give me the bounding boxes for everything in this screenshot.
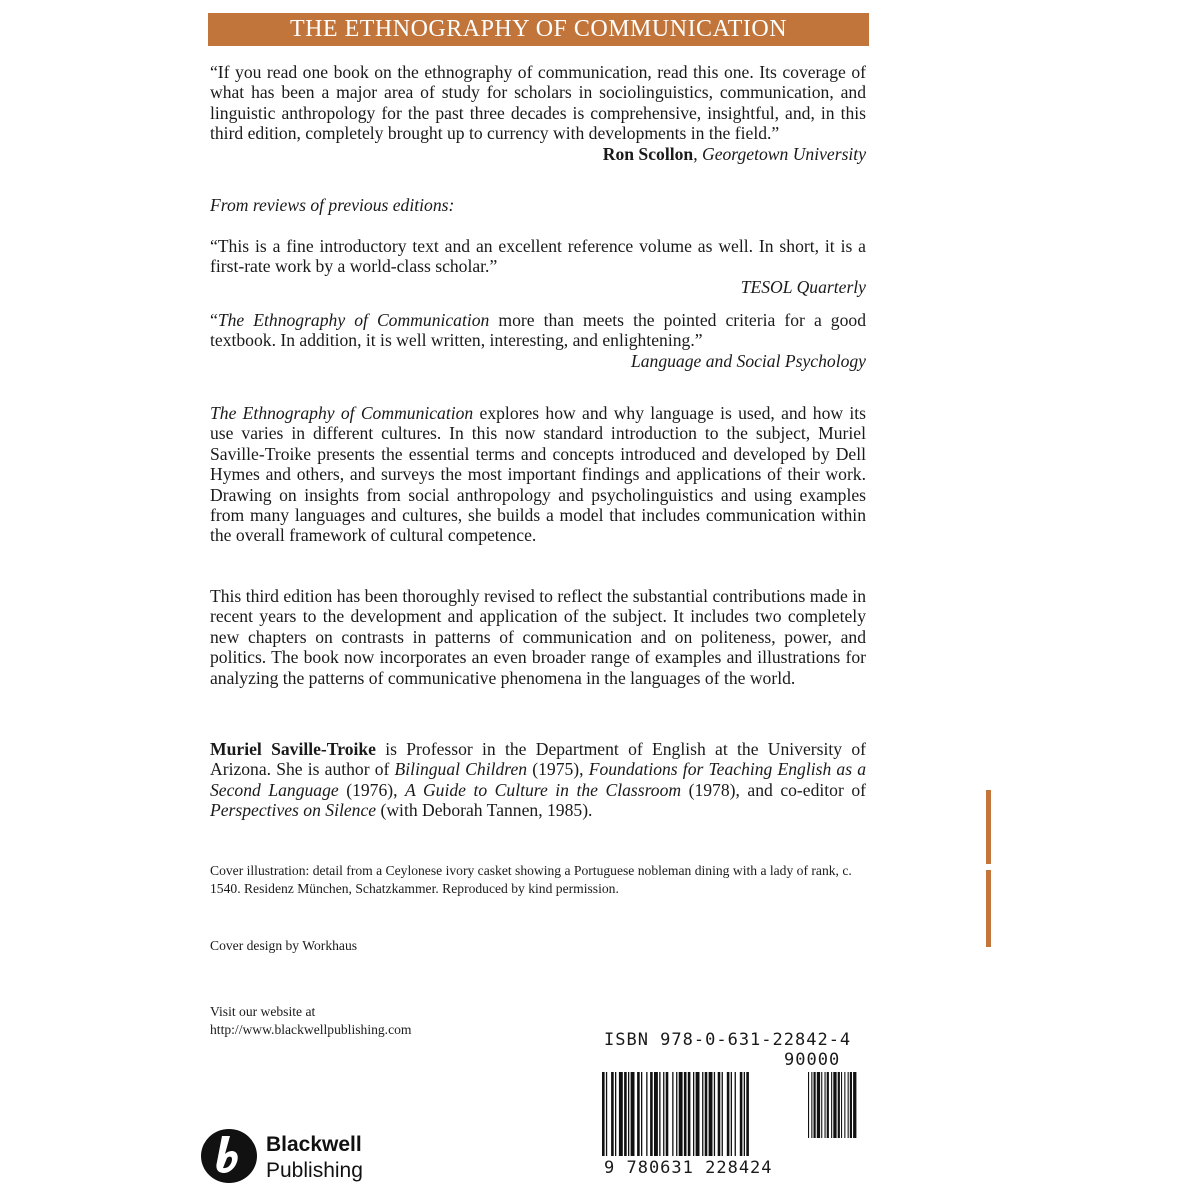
- review-source: TESOL Quarterly: [740, 276, 866, 297]
- cover-design-credit: Cover design by Workhaus: [210, 938, 358, 953]
- author-name: Muriel Saville-Troike: [210, 739, 376, 759]
- reviews-heading: From reviews of previous editions:: [210, 195, 455, 215]
- review-source: Language and Social Psychology: [630, 350, 866, 371]
- publisher-name: Blackwell Publishing: [266, 1133, 363, 1182]
- book-title-ref: The Ethnography of Communication: [217, 310, 490, 330]
- quote-attribution: Ron Scollon, Georgetown University: [602, 143, 866, 164]
- website-info: Visit our website at http://www.blackwellpublishing.com: [210, 1003, 870, 1039]
- cover-illustration-credit: Cover illustration: detail from a Ceylonese ivory casket showing a Portuguese nobleman dining with a lady of rank, c. 1540. Residenz München, Schatzkammer. Reproduced by kind permission.: [210, 863, 852, 896]
- spine-accent-bar: [986, 870, 991, 947]
- author-bio: Muriel Saville-Troike is Professor in the Department of English at the University of Arizona. She is author of Bilingual Children (1975), Foundations for Teaching English as a Second Language (1976), A Guide to Culture in the Classroom (1978), and co-editor of Perspectives on Silence (with Deborah Tannen, 1985).: [210, 739, 867, 821]
- review-quote-tesol: [210, 236, 866, 297]
- spine-accent-bar: [986, 790, 991, 864]
- blackwell-b-icon: [200, 1128, 258, 1184]
- edition-description: This third edition has been thoroughly revised to reflect the substantial contributions made in recent years to the development and application of the subject. It includes two completely new chapters on contrasts in patterns of communication and on politeness, power, and politics. The book now incorporates an even broader range of examples and illustrations for analyzing the patterns of communicative phenomena in the languages of the world.: [210, 586, 866, 688]
- barcode-bars: [600, 1072, 862, 1158]
- isbn-label: ISBN 978-0-631-22842-4: [604, 1030, 852, 1050]
- ean-number: 9 780631 228424: [604, 1158, 773, 1178]
- review-text: “This is a fine introductory text and an excellent reference volume as well. In short, it is a first-rate work by a world-class scholar.”: [210, 236, 866, 277]
- title-banner: [208, 13, 869, 46]
- publisher-logo: [200, 1128, 390, 1184]
- quote-affiliation: Georgetown University: [701, 143, 866, 164]
- review-quote-lsp: [210, 310, 866, 371]
- book-description: The Ethnography of Communication explores how and why language is used, and how its use varies in different cultures. In this now standard introduction to the subject, Muriel Saville-Troike presents the essential terms and concepts introduced and developed by Dell Hymes and others, and surveys the most important findings and applications of their work. Drawing on insights from social anthropology and psycholinguistics and using examples from many languages and cultures, she builds a model that includes communication within the overall framework of cultural competence.: [210, 403, 866, 546]
- quote-author: Ron Scollon: [602, 143, 694, 164]
- book-title-ref: The Ethnography of Communication: [210, 403, 474, 423]
- review-text: “The Ethnography of Communication more than meets the pointed criteria for a good textbook. In addition, it is well written, interesting, and enlightening.”: [210, 310, 866, 351]
- book-title: THE ETHNOGRAPHY OF COMMUNICATION: [289, 16, 788, 42]
- website-link[interactable]: http://www.blackwellpublishing.com: [210, 1022, 412, 1037]
- quote-text: “If you read one book on the ethnography of communication, read this one. Its coverage of what has been a major area of study for scholars in sociolinguistics, communication, and linguistic anthropology for the past three decades is comprehensive, insightful, and, in this third edition, completely brought up to currency with developments in the field.”: [210, 62, 866, 144]
- price-code: 90000: [784, 1050, 841, 1070]
- endorsement-quote: [210, 62, 866, 164]
